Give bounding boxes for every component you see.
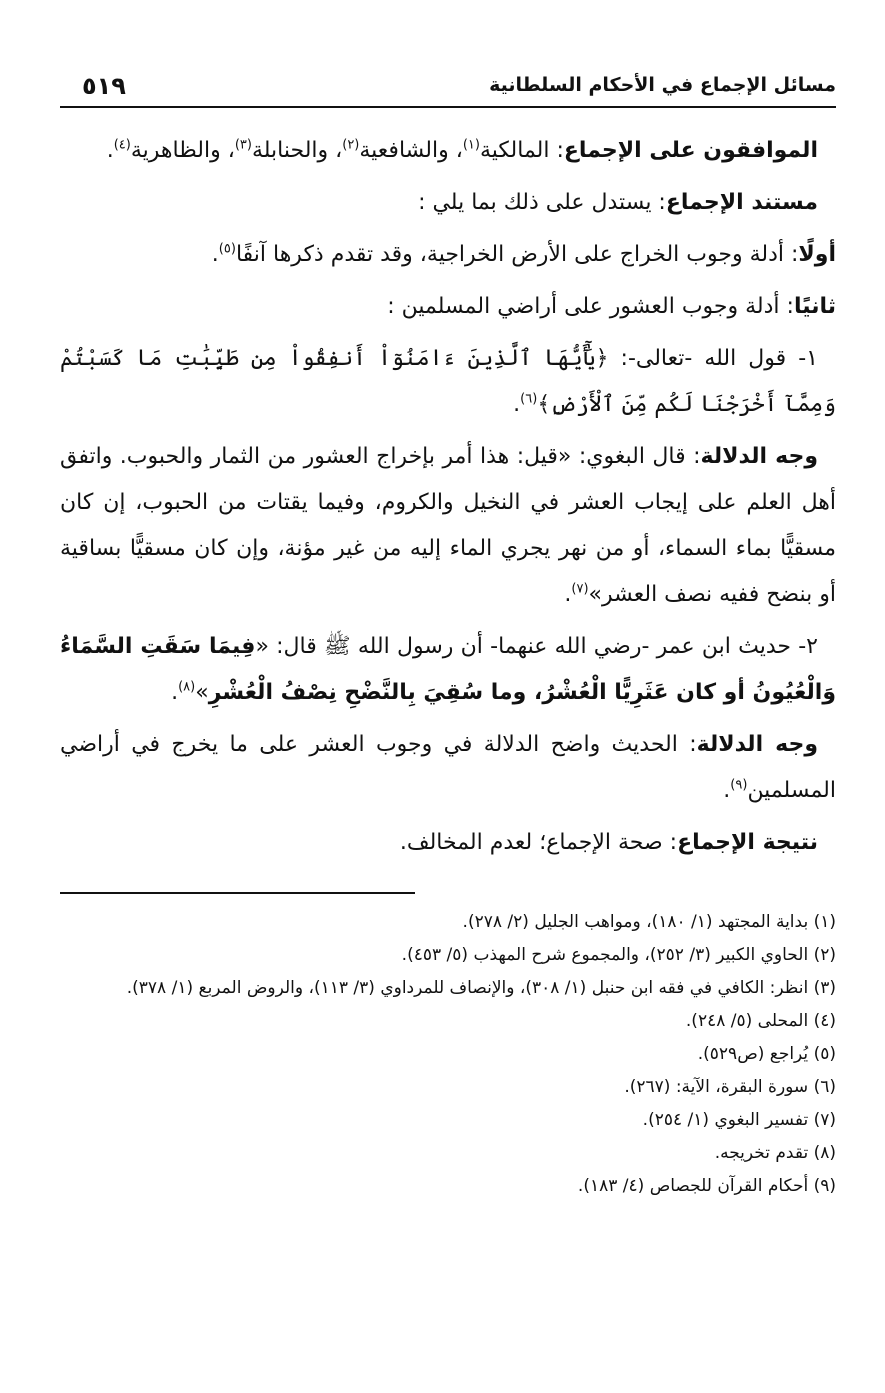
- paragraph-text: : المالكية: [479, 138, 564, 163]
- paragraph-heading: ثانيًا: [793, 294, 836, 319]
- paragraph-evidence-aspect-2: [60, 722, 836, 814]
- paragraph-text: ، والحنابلة: [251, 138, 343, 163]
- paragraph-text: : الحديث واضح الدلالة في وجوب العشر على ما يخرج في أراضي المسلمين: [60, 732, 836, 803]
- footnote-item: (٥) يُراجع (ص٥٢٩).: [697, 1044, 836, 1064]
- paragraph-heading: نتيجة الإجماع: [677, 830, 818, 855]
- paragraph-basis: [60, 180, 836, 226]
- footnote-item: (٨) تقدم تخريجه.: [714, 1143, 836, 1163]
- paragraph-text: .: [106, 138, 114, 163]
- page-number: ٥١٩: [82, 72, 126, 100]
- paragraph-text: .: [211, 242, 219, 267]
- paragraph-text: ، والشافعية: [359, 138, 463, 163]
- paragraph-consensus-result: [60, 820, 836, 866]
- footnote-ref: (١): [462, 137, 480, 153]
- footnote-item: (٤) المحلى (٥/ ٢٤٨).: [685, 1011, 836, 1031]
- footnote-ref: (٣): [234, 137, 252, 153]
- paragraph-text: .: [171, 680, 179, 705]
- paragraph-text: .: [513, 392, 521, 417]
- paragraph-evidence-aspect-1: [60, 434, 836, 618]
- footnote-item: (٢) الحاوي الكبير (٣/ ٢٥٢)، والمجموع شرح المهذب (٥/ ٤٥٣).: [401, 945, 836, 965]
- paragraph-text: ١- قول الله -تعالى-:: [608, 346, 818, 371]
- main-text: [60, 128, 836, 866]
- paragraph-text: : أدلة وجوب الخراج على الأرض الخراجية، وقد تقدم ذكرها آنفًا: [235, 242, 799, 267]
- paragraph-heading: وجه الدلالة: [700, 444, 819, 469]
- footnote-item: (٩) أحكام القرآن للجصاص (٤/ ١٨٣).: [577, 1176, 836, 1196]
- paragraph-heading: أولًا: [798, 242, 836, 267]
- hadith-text: فِيمَا سَقَتِ السَّمَاءُ وَالْعُيُونُ أو كان عَثَرِيًّا الْعُشْرُ، وما سُقِيَ بِالنَّضْحِ نِصْفُ الْعُشْرِ: [60, 634, 836, 705]
- paragraph-text: ، والظاهرية: [130, 138, 235, 163]
- paragraph-first-evidence: [60, 232, 836, 278]
- footnote-ref: (٧): [571, 581, 589, 597]
- footnote-item: (٣) انظر: الكافي في فقه ابن حنبل (١/ ٣٠٨)، والإنصاف للمرداوي (٣/ ١١٣)، والروض المربع (١/ ٣٧٨).: [126, 978, 836, 998]
- footnote-ref: (٢): [342, 137, 360, 153]
- paragraph-heading: الموافقون على الإجماع: [563, 138, 818, 163]
- page-header: [60, 60, 836, 108]
- paragraph-text: .: [564, 582, 572, 607]
- paragraph-quran-verse: [60, 336, 836, 428]
- paragraph-text: : يستدل على ذلك بما يلي :: [418, 190, 666, 215]
- paragraph-heading: وجه الدلالة: [696, 732, 818, 757]
- paragraph-second-evidence: [60, 284, 836, 330]
- footnote-ref: (٦): [520, 391, 538, 407]
- footnote-ref: (٤): [113, 137, 131, 153]
- paragraph-text: »: [195, 680, 209, 705]
- paragraph-text: : صحة الإجماع؛ لعدم المخالف.: [399, 830, 678, 855]
- quran-verse: ﴿يَٰٓأَيُّهَا ٱلَّذِينَ ءَامَنُوٓاْ أَنفِقُواْ مِن طَيِّبَٰتِ مَا كَسَبْتُمْ وَمِمَّآ أَخْرَجْنَا لَكُم مِّنَ ٱلْأَرْضِ﴾: [60, 346, 836, 417]
- footnote-item: (٧) تفسير البغوي (١/ ٢٥٤).: [642, 1110, 836, 1130]
- footnote-item: (٦) سورة البقرة، الآية: (٢٦٧).: [624, 1077, 836, 1097]
- footnotes: [60, 906, 836, 1203]
- footnote-ref: (٥): [218, 241, 236, 257]
- paragraph-text: .: [723, 778, 731, 803]
- paragraph-text: : قال البغوي: «قيل: هذا أمر بإخراج العشور من الثمار والحبوب. واتفق أهل العلم على إيجاب العشر في النخيل والكروم، وفيما يقتات من الحبوب، إن كان مسقيًّا بماء السماء، أو من نهر يجري الماء إليه من غير مؤنة، وإن كان مسقيًّا بساقية أو بنضح ففيه نصف العشر»: [60, 444, 836, 607]
- book-page: [60, 60, 836, 1360]
- footnote-ref: (٨): [178, 679, 196, 695]
- paragraph-text: : أدلة وجوب العشور على أراضي المسلمين :: [387, 294, 794, 319]
- running-title: مسائل الإجماع في الأحكام السلطانية: [489, 74, 836, 96]
- paragraph-heading: مستند الإجماع: [665, 190, 818, 215]
- paragraph-agreeing-schools: [60, 128, 836, 174]
- paragraph-hadith: [60, 624, 836, 716]
- footnote-item: (١) بداية المجتهد (١/ ١٨٠)، ومواهب الجليل (٢/ ٢٧٨).: [462, 912, 836, 932]
- footnote-ref: (٩): [730, 777, 748, 793]
- paragraph-text: ٢- حديث ابن عمر -رضي الله عنهما- أن رسول الله ﷺ قال: «: [255, 634, 818, 659]
- footnote-divider: [60, 892, 415, 894]
